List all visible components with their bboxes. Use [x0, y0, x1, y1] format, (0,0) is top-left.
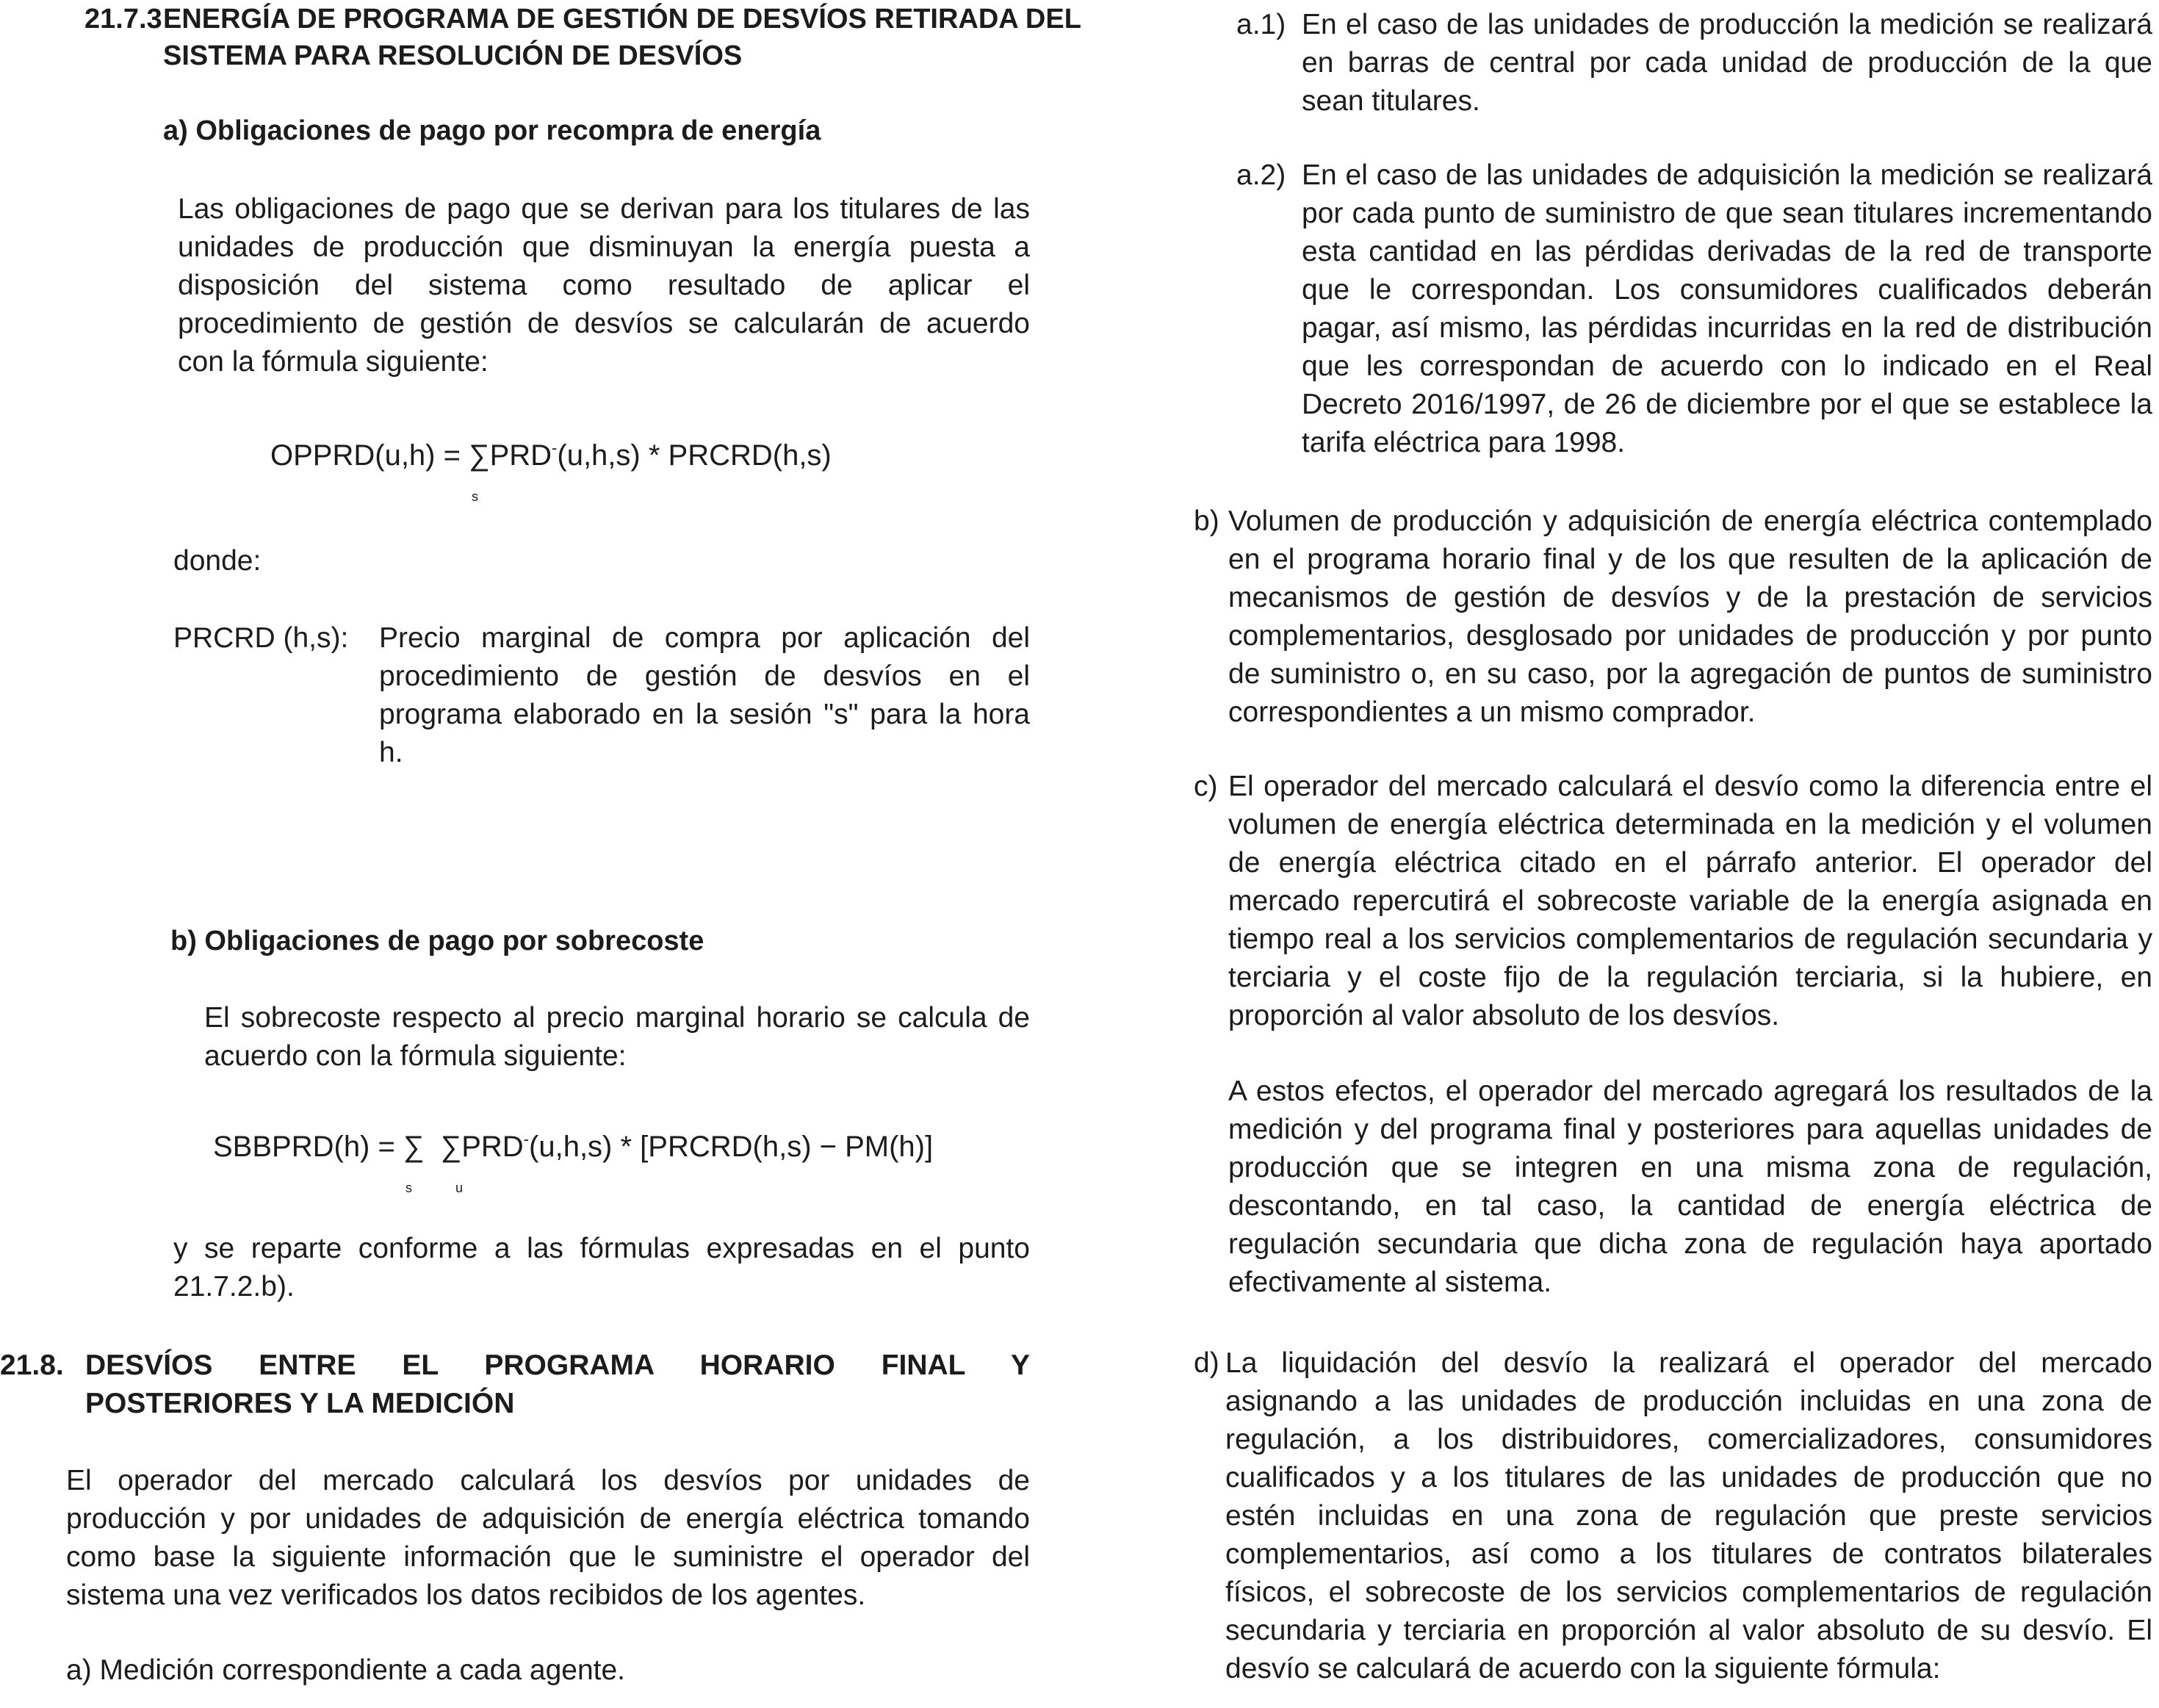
formula-term: (u,h,s) * [PRCRD(h,s) − PM(h)] [529, 1131, 934, 1163]
formula-term: (u,h,s) * PRCRD(h,s) [557, 439, 832, 472]
text-line: tarifa eléctrica para 1998. [1302, 427, 1626, 458]
text-line: secundaria y terciaria en proporción al valor absoluto de su desvío. El [1225, 1615, 2152, 1646]
formula-lhs: SBBPRD(h) = [213, 1131, 403, 1163]
text-line: en barras de central por cada unidad de producción de la que [1302, 47, 2152, 79]
text-line: con la fórmula siguiente: [178, 346, 489, 378]
text-line: sistema una vez verificados los datos recibidos de los agentes. [66, 1579, 866, 1611]
text-line: disposición del sistema como resultado de aplicar el [178, 270, 1030, 301]
item-c-text [1228, 768, 2152, 1035]
text-line: y se reparte conforme a las fórmulas expresadas en el punto [173, 1233, 1030, 1264]
subheading-recompra: a) Obligaciones de pago por recompra de energía [163, 115, 821, 146]
paragraph-reparte [173, 1230, 1030, 1306]
text-line: Volumen de producción y adquisición de energía eléctrica contemplado [1228, 505, 2152, 537]
text-line: en el programa horario final y de los que resulten de la aplicación de [1228, 544, 2152, 575]
section-21-8-title-line1: DESVÍOS ENTRE EL PROGRAMA HORARIO FINAL Y [85, 1350, 1030, 1381]
donde-label: donde: [173, 545, 262, 577]
item-b-text [1228, 502, 2152, 732]
text-line: asignando a las unidades de producción incluidas en una zona de [1225, 1386, 2152, 1417]
item-a2-label: a.2) [1236, 159, 1286, 191]
item-a1-text [1302, 6, 2152, 120]
formula-term: PRD [489, 439, 552, 472]
text-line: regulación, a los distribuidores, comercializadores, consumidores [1225, 1424, 2152, 1455]
text-line: regulación secundaria que dicha zona de regulación haya aportado [1228, 1228, 2152, 1260]
text-line: complementarios, desglosado por unidades de producción y por punto [1228, 620, 2152, 652]
text-line: h. [379, 737, 403, 768]
sum-symbol: ∑ [440, 1131, 462, 1163]
text-line: complementarios, así como a los titulares de contratos bilaterales [1225, 1538, 2152, 1570]
text-line: descontando, en tal caso, la cantidad de energía eléctrica de [1228, 1190, 2152, 1222]
text-line: efectivamente al sistema. [1228, 1266, 1552, 1298]
text-line: programa elaborado en la sesión "s" para la hora [379, 699, 1030, 730]
item-c-label: c) [1194, 771, 1218, 802]
text-line: unidades de producción que disminuyan la energía puesta a [178, 231, 1030, 263]
text-line: como base la siguiente información que le suministre el operador del [66, 1541, 1030, 1573]
text-line: desvío se calculará de acuerdo con la siguiente fórmula: [1225, 1653, 1941, 1684]
text-line: En el caso de las unidades de producción la medición se realizará [1302, 9, 2152, 40]
superscript-minus: - [552, 439, 558, 457]
text-line: de energía eléctrica citado en el párrafo anterior. El operador del [1228, 847, 2152, 879]
text-line: proporción al valor absoluto de los desvíos. [1228, 1000, 1780, 1031]
text-line: mecanismos de gestión de desvíos y de la prestación de servicios [1228, 582, 2152, 613]
text-line: En el caso de las unidades de adquisición la medición se realizará [1302, 159, 2152, 191]
text-line: El operador del mercado calculará los desvíos por unidades de [66, 1465, 1030, 1496]
definition-text [379, 619, 1030, 772]
text-line: Decreto 2016/1997, de 26 de diciembre por el que se establece la [1302, 389, 2152, 420]
text-line: procedimiento de gestión de desvíos en el [379, 660, 1030, 692]
text-line: esta cantidad en las pérdidas derivadas de la red de transporte [1302, 236, 2152, 267]
text-line: El operador del mercado calculará el desvío como la diferencia entre el [1228, 771, 2152, 802]
text-line: pagar, así mismo, las pérdidas incurridas en la red de distribución [1302, 312, 2152, 344]
text-line: sean titulares. [1302, 85, 1480, 117]
text-line: producción que se integren en una misma zona de regulación, [1228, 1152, 2152, 1183]
item-d-text [1225, 1344, 2152, 1688]
sum-symbol: ∑ [469, 439, 490, 472]
text-line: cualificados y a los titulares de las unidades de producción que no [1225, 1462, 2152, 1493]
text-line: El sobrecoste respecto al precio marginal horario se calcula de [204, 1002, 1030, 1034]
section-21-7-3-title-line2: SISTEMA PARA RESOLUCIÓN DE DESVÍOS [163, 40, 743, 71]
sum-symbol: ∑ [403, 1131, 425, 1163]
paragraph-desvios [66, 1462, 1030, 1615]
formula-sbbprd [213, 1128, 934, 1195]
sum-index: s [472, 489, 478, 504]
paragraph-recompra [178, 190, 1030, 381]
text-line: 21.7.2.b). [173, 1271, 295, 1302]
text-line: terciaria y el coste fijo de la regulación terciaria, si la hubiere, en [1228, 962, 2152, 993]
text-line: producción y por unidades de adquisición de energía eléctrica tomando [66, 1503, 1030, 1535]
section-21-8-number: 21.8. [0, 1350, 64, 1381]
text-line: acuerdo con la fórmula siguiente: [204, 1040, 627, 1072]
text-line: que les correspondan de acuerdo con lo indicado en el Real [1302, 350, 2152, 382]
item-a1-label: a.1) [1236, 9, 1286, 40]
section-21-7-3-number: 21.7.3 [84, 4, 162, 35]
item-a2-text [1302, 156, 2152, 462]
text-line: medición y del programa final y posteriores para aquellas unidades de [1228, 1114, 2152, 1145]
formula-term: PRD [461, 1131, 524, 1163]
text-line: correspondientes a un mismo comprador. [1228, 696, 1756, 728]
text-line: físicos, el sobrecoste de los servicios complementarios de regulación [1225, 1577, 2152, 1608]
formula-lhs: OPPRD(u,h) = [270, 439, 469, 472]
section-21-8-title-line2: POSTERIORES Y LA MEDICIÓN [85, 1388, 515, 1419]
sum-index: u [455, 1181, 464, 1195]
subheading-sobrecoste: b) Obligaciones de pago por sobrecoste [170, 926, 704, 956]
text-line: Precio marginal de compra por aplicación del [379, 622, 1030, 654]
item-d-label: d) [1194, 1347, 1219, 1379]
paragraph-estos-efectos [1228, 1073, 2152, 1302]
sum-index: s [406, 1181, 412, 1195]
text-line: mercado repercutirá el sobrecoste variable de la energía asignada en [1228, 885, 2152, 917]
text-line: procedimiento de gestión de desvíos se calcularán de acuerdo [178, 308, 1030, 339]
text-line: A estos efectos, el operador del mercado agregará los resultados de la [1228, 1075, 2152, 1107]
item-b-label: b) [1194, 505, 1219, 537]
text-line: de suministro o, en su caso, por la agregación de puntos de suministro [1228, 658, 2152, 690]
text-line: La liquidación del desvío la realizará el operador del mercado [1225, 1347, 2152, 1379]
section-21-7-3-title-line1: ENERGÍA DE PROGRAMA DE GESTIÓN DE DESVÍOS RETIRADA DEL [163, 4, 1081, 35]
paragraph-sobrecoste [204, 999, 1030, 1075]
text-line: Las obligaciones de pago que se derivan para los titulares de las [178, 193, 1030, 225]
text-line: que le correspondan. Los consumidores cualificados deberán [1302, 274, 2152, 306]
text-line: estén incluidas en una zona de regulación que preste servicios [1225, 1500, 2152, 1532]
text-line: tiempo real a los servicios complementarios de regulación secundaria y [1228, 923, 2152, 955]
text-line: volumen de energía eléctrica determinada en la medición y el volumen [1228, 809, 2152, 840]
definition-term: PRCRD (h,s): [173, 622, 349, 654]
text-line: por cada punto de suministro de que sean titulares incrementando [1302, 198, 2152, 229]
superscript-minus: - [523, 1130, 530, 1148]
formula-opprd [270, 436, 832, 504]
list-item-medicion: a) Medición correspondiente a cada agente. [66, 1654, 625, 1686]
